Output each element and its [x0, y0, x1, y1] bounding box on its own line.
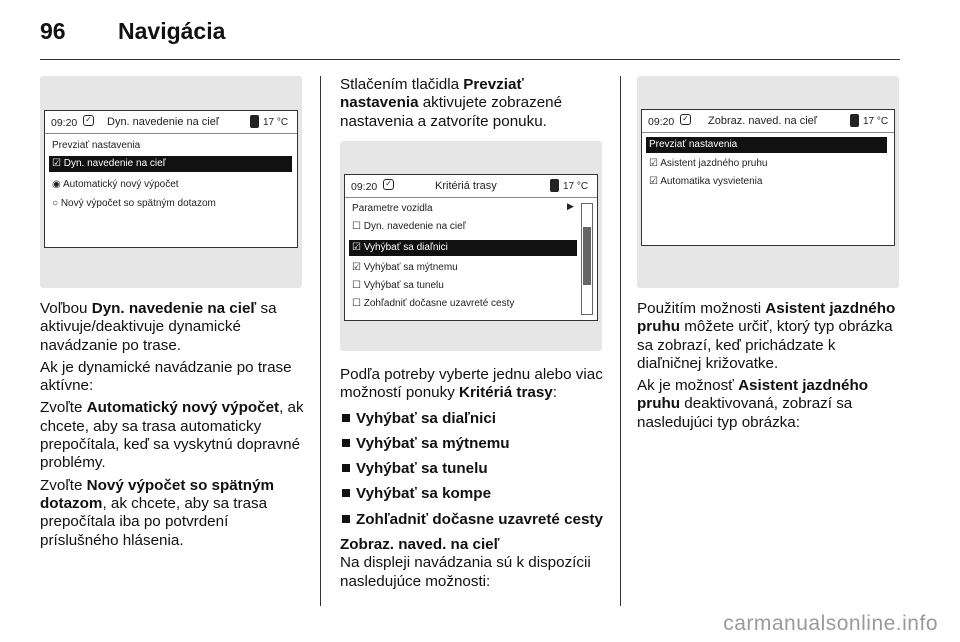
column-divider-1 — [320, 76, 321, 606]
paragraph: Zvoľte Automatický nový výpočet, ak chcete, aby sa trasa automaticky prepočítala, keď sa vyskytnú dopravné problémy. — [40, 399, 304, 472]
display-screenshot-2 — [340, 141, 602, 351]
screen-time: 09:20 — [51, 117, 78, 129]
header-rule — [40, 59, 900, 60]
paragraph: Zvoľte Nový výpočet so spätným dotazom, ak chcete, aby sa trasa prepočítala iba po potvrdení príslušného hlásenia. — [40, 476, 275, 549]
screen-header — [642, 110, 894, 133]
paragraph: Podľa potreby vyberte jednu alebo viac možností ponuky Kritériá trasy: — [340, 366, 603, 402]
column-3-text — [637, 300, 903, 436]
screen-title: Kritériá trasy — [435, 180, 497, 192]
screen-row: ☑ Dyn. navedenie na cieľ — [49, 156, 292, 172]
thermometer-icon — [250, 115, 259, 128]
column-divider-2 — [620, 76, 621, 606]
page-title: Navigácia — [118, 18, 226, 44]
thermometer-icon — [850, 114, 859, 127]
watermark: carmanualsonline.info — [723, 612, 938, 635]
navigation-icon: ✓ — [383, 179, 394, 190]
column-2-text — [340, 366, 606, 595]
paragraph: Voľbou Dyn. navedenie na cieľ sa aktivuje/deaktivuje dynamické navádzanie po trase. — [40, 300, 277, 354]
navigation-icon: ✓ — [680, 114, 691, 125]
screen-row: Prevziať nastavenia — [646, 137, 887, 153]
display-screenshot-1 — [40, 76, 302, 288]
screen-header — [345, 175, 597, 198]
display-screen — [44, 110, 298, 248]
page-number: 96 — [40, 18, 66, 44]
column-1-text — [40, 300, 306, 554]
screen-temperature: 17 °C — [263, 117, 289, 128]
screen-scrollbar — [581, 203, 593, 315]
screen-time: 09:20 — [648, 116, 675, 128]
paragraph: Stlačením tlačidla Prevziať nastavenia aktivujete zobrazené nastavenia a zatvoríte ponuku. — [340, 76, 563, 130]
display-screen — [344, 174, 598, 321]
paragraph: Na displeji navádzania sú k dispozícii nasledujúce možnosti: — [340, 554, 591, 590]
thermometer-icon — [550, 179, 559, 192]
screen-title: Dyn. navedenie na cieľ — [107, 116, 220, 128]
paragraph: Ak je možnosť Asistent jazdného pruhu deaktivovaná, zobrazí sa nasledujúci typ obrázka: — [637, 377, 869, 431]
screen-row: ○ Nový výpočet so spätným dotazom — [52, 198, 216, 209]
navigation-icon: ✓ — [83, 115, 94, 126]
display-screenshot-3 — [637, 76, 899, 288]
bullet-item: Vyhýbať sa mýtnemu — [340, 435, 606, 453]
screen-temperature: 17 °C — [863, 116, 889, 127]
screen-row: ☑ Asistent jazdného pruhu — [649, 158, 768, 169]
paragraph: Použitím možnosti Asistent jazdného pruhu môžete určiť, ktorý typ obrázka sa zobrazí, keď prichádzate k diaľničnej križovatke. — [637, 300, 896, 372]
screen-row: ☐ Vyhýbať sa tunelu — [352, 280, 444, 291]
screen-header — [45, 111, 297, 134]
screen-row: ☐ Dyn. navedenie na cieľ — [352, 221, 466, 232]
submenu-arrow-icon: ▶ — [567, 201, 574, 211]
bullet-item: Zohľadniť dočasne uzavreté cesty — [340, 511, 606, 529]
screen-row: Parametre vozidla — [352, 203, 433, 214]
bullet-item: Vyhýbať sa kompe — [340, 485, 606, 503]
column-2-intro — [340, 76, 602, 135]
scrollbar-thumb — [583, 227, 591, 285]
bullet-item: Vyhýbať sa tunelu — [340, 460, 606, 478]
screen-time: 09:20 — [351, 181, 378, 193]
display-screen — [641, 109, 895, 246]
screen-row: ◉ Automatický nový výpočet — [52, 179, 179, 190]
screen-row: ☑ Vyhýbať sa diaľnici — [349, 240, 577, 256]
screen-temperature: 17 °C — [563, 181, 589, 192]
section-subheading: Zobraz. naved. na cieľ — [340, 536, 500, 554]
screen-row: ☑ Vyhýbať sa mýtnemu — [352, 262, 458, 273]
screen-row: Prevziať nastavenia — [52, 140, 141, 151]
screen-title: Zobraz. naved. na cieľ — [708, 115, 817, 127]
screen-row: ☐ Zohľadniť dočasne uzavreté cesty — [352, 298, 515, 309]
screen-row: ☑ Automatika vysvietenia — [649, 176, 763, 187]
paragraph: Ak je dynamické navádzanie po trase aktívne: — [40, 358, 292, 395]
bullet-item: Vyhýbať sa diaľnici — [340, 410, 606, 428]
